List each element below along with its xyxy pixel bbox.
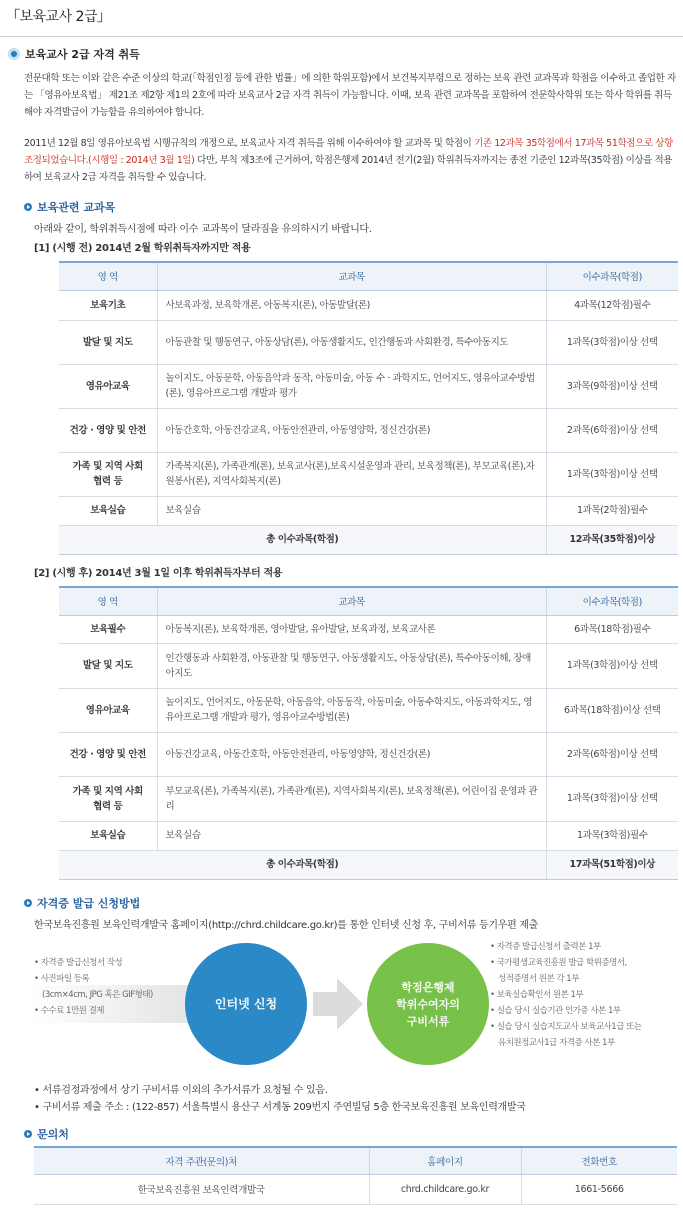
area-cell: 건강 · 영양 및 안전 [59, 732, 157, 776]
list-item: • 자격증 발급신청서 출력본 1부 [490, 942, 601, 952]
table-row [59, 364, 678, 408]
online-steps-list [34, 955, 153, 1019]
courses-cell: 아동건강교육, 아동간호학, 아동안전관리, 아동영양학, 정신건강(론) [157, 732, 546, 776]
online-application-circle: 인터넷 신청 [185, 943, 307, 1065]
list-item: • 보육실습확인서 원본 1부 [490, 990, 584, 1000]
table-row [59, 496, 678, 525]
table-row [59, 615, 678, 643]
open-bracket: 「 [6, 9, 20, 25]
paragraph-text: 다만, 부칙 제3조에 근거하여, 학점은행제 2014년 전기(2월) 학위취득자까지는 종전 기준인 12과목(35학점) 이상을 적용하여 보육교사 2급 자격을 취득할 수 있습니다. [24, 155, 673, 183]
application-intro: 한국보육진흥원 보육인력개발국 홈페이지(http://chrd.childcare.go.kr)를 통한 인터넷 신청 후, 구비서류 등기우편 제출 [34, 920, 539, 931]
credits-cell: 4과목(12학점)필수 [546, 290, 678, 320]
area-cell: 보육실습 [59, 821, 157, 850]
arrow-right-icon [313, 978, 363, 1030]
courses-cell: 보육실습 [157, 821, 546, 850]
list-item-text: 수수료 1만원 결제 [40, 1006, 105, 1016]
required-documents-list [490, 939, 642, 1051]
courses-cell: 아동관찰 및 행동연구, 아동상담(론), 아동생활지도, 인간행동과 사회환경, 특수아동지도 [157, 320, 546, 364]
credits-cell: 3과목(9학점)이상 선택 [546, 364, 678, 408]
col-header-courses: 교과목 [157, 587, 546, 615]
bullet-circle-icon [8, 48, 20, 60]
col-header-organization: 자격 주관(문의)처 [34, 1147, 369, 1174]
courses-cell: 놀이지도, 언어지도, 아동문학, 아동음악, 아동동작, 아동미술, 아동수학지도, 아동과학지도, 영유아프로그램 개발과 평가, 영유아교수방법(론) [157, 688, 546, 732]
bullet-arrow-icon [24, 1130, 32, 1138]
list-item-text: 국가평생교육진흥원 발급 학위증명서, [496, 958, 627, 968]
credits-cell: 1과목(3학점)이상 선택 [546, 643, 678, 688]
col-header-area: 영 역 [59, 587, 157, 615]
col-header-credits: 이수과목(학점) [546, 262, 678, 290]
area-cell: 발달 및 지도 [59, 643, 157, 688]
credits-cell: 1과목(3학점)이상 선택 [546, 452, 678, 496]
list-item-text: 보육실습확인서 원본 1부 [496, 990, 584, 1000]
col-header-homepage: 홈페이지 [369, 1147, 521, 1174]
courses-cell: 아동간호학, 아동건강교육, 아동안전관리, 아동영양학, 정신건강(론) [157, 408, 546, 452]
table-row [59, 320, 678, 364]
note-text: 서류검정과정에서 상기 구비서류 이외의 추가서류가 요청될 수 있음. [42, 1085, 328, 1096]
table-row [59, 821, 678, 850]
list-item: • 국가평생교육진흥원 발급 학위증명서, [490, 958, 627, 968]
documents-circle [367, 943, 489, 1065]
table1-caption: [1] (시행 전) 2014년 2월 학위취득자까지만 적용 [34, 243, 251, 254]
list-item-text: 자격증 발급신청서 작성 [40, 958, 123, 968]
application-heading [24, 895, 140, 911]
list-item-text: 실습 당시 실습기관 인가증 사본 1부 [496, 1006, 621, 1016]
highlight-text: 기존 12과목 35학점에서 17과목 51학점으로 상향조정되었습니다.(시행일 : 2014년 3월 1일) [24, 138, 673, 166]
course-table-after [59, 586, 678, 880]
credits-cell: 2과목(6학점)이상 선택 [546, 408, 678, 452]
section-heading-text: 보육교사 2급 자격 취득 [25, 48, 140, 61]
area-cell: 발달 및 지도 [59, 320, 157, 364]
application-process-diagram [30, 935, 680, 1075]
courses-heading-text: 보육관련 교과목 [37, 201, 116, 214]
total-label: 총 이수과목(학점) [59, 525, 546, 554]
area-cell: 보육실습 [59, 496, 157, 525]
contact-table [34, 1146, 677, 1205]
total-value: 17과목(51학점)이상 [546, 850, 678, 879]
list-item: • 사진파일 등록 [34, 974, 90, 984]
list-item-text: 사진파일 등록 [40, 974, 90, 984]
courses-cell: 놀이지도, 아동문학, 아동음악과 동작, 아동미술, 아동 수 · 과학지도, 언어지도, 영유아교수방법(론), 영유아프로그램 개발과 평가 [157, 364, 546, 408]
list-item: • 실습 당시 실습지도교사 보육교사1급 또는 [490, 1022, 642, 1032]
col-header-area: 영 역 [59, 262, 157, 290]
col-header-credits: 이수과목(학점) [546, 587, 678, 615]
courses-cell: 인간행동과 사회환경, 아동관찰 및 행동연구, 아동생활지도, 아동상담(론), 특수아동이해, 장애아지도 [157, 643, 546, 688]
courses-heading [24, 199, 115, 215]
page-title [6, 6, 110, 26]
application-heading-text: 자격증 발급 신청방법 [37, 897, 141, 910]
credits-cell: 6과목(18학점)이상 선택 [546, 688, 678, 732]
contact-heading-text: 문의처 [37, 1128, 69, 1141]
list-item: • 수수료 1만원 결제 [34, 1006, 105, 1016]
list-item [34, 987, 153, 1003]
course-table-before [59, 261, 678, 555]
table-row [59, 408, 678, 452]
table-row [34, 1174, 677, 1204]
total-value: 12과목(35학점)이상 [546, 525, 678, 554]
qualification-paragraph-2 [24, 135, 679, 186]
col-header-courses: 교과목 [157, 262, 546, 290]
table-row [59, 776, 678, 821]
close-bracket: 」 [96, 9, 111, 25]
circle-line: 학점은행제 [401, 980, 455, 994]
table-row [59, 452, 678, 496]
area-cell: 가족 및 지역 사회 협력 등 [59, 776, 157, 821]
table-row [59, 290, 678, 320]
area-cell: 영유아교육 [59, 688, 157, 732]
list-item [490, 971, 642, 987]
table-row [59, 732, 678, 776]
area-cell: 보육기초 [59, 290, 157, 320]
courses-cell: 보육실습 [157, 496, 546, 525]
credits-cell: 1과목(2학점)필수 [546, 496, 678, 525]
bullet-arrow-icon [24, 203, 32, 211]
total-label: 총 이수과목(학점) [59, 850, 546, 879]
contact-heading [24, 1126, 69, 1142]
list-item: • 실습 당시 실습기관 인가증 사본 1부 [490, 1006, 621, 1016]
circle-line: 구비서류 [406, 1014, 450, 1028]
area-cell: 건강 · 영양 및 안전 [59, 408, 157, 452]
paragraph-text: 2011년 12월 8일 영유아보육법 시행규칙의 개정으로, 보육교사 자격 취득을 위해 이수하여야 할 교과목 및 학점이 [24, 138, 475, 149]
courses-cell: 가족복지(론), 가족관계(론), 보육교사(론),보육시설운영과 관리, 보육정책(론), 부모교육(론),자원봉사(론), 지역사회복지(론) [157, 452, 546, 496]
courses-cell: 부모교육(론), 가족복지(론), 가족관계(론), 지역사회복지(론), 보육정책(론), 어린이집 운영과 관리 [157, 776, 546, 821]
credits-cell: 2과목(6학점)이상 선택 [546, 732, 678, 776]
total-row [59, 525, 678, 554]
table-row [59, 643, 678, 688]
list-item-text: 자격증 발급신청서 출력본 1부 [496, 942, 601, 952]
courses-intro: 아래와 같이, 학위취득시점에 따라 이수 교과목이 달라짐을 유의하시기 바랍니다. [34, 224, 372, 235]
credits-cell: 6과목(18학점)필수 [546, 615, 678, 643]
area-cell: 가족 및 지역 사회 협력 등 [59, 452, 157, 496]
title-divider [0, 36, 683, 37]
table2-caption: [2] (시행 후) 2014년 3월 1일 이후 학위취득자부터 적용 [34, 568, 283, 579]
credits-cell: 1과목(3학점)필수 [546, 821, 678, 850]
list-item: • 자격증 발급신청서 작성 [34, 958, 123, 968]
list-item-text: (3cm×4cm, JPG 혹은 GIF형태) [42, 990, 153, 1000]
courses-cell: 아동복지(론), 보육학개론, 영아발달, 유아발달, 보육과정, 보육교사론 [157, 615, 546, 643]
note-submission-address: • 구비서류 제출 주소 : (122-857) 서울특별시 용산구 서계동 209번지 주연빌딩 5층 한국보육진흥원 보육인력개발국 [34, 1102, 526, 1113]
bullet-arrow-icon [24, 899, 32, 907]
credits-cell: 1과목(3학점)이상 선택 [546, 320, 678, 364]
courses-cell: 사보육과정, 보육학개론, 아동복지(론), 아동발달(론) [157, 290, 546, 320]
qualification-paragraph-1: 전문대학 또는 이와 같은 수준 이상의 학교(「학점인정 등에 관한 법률」에 의한 학위포함)에서 보건복지부령으로 정하는 보육 관련 교과목과 학점을 이수하고 졸업한 자는 「영유아보육법」 제21조 제2항 제1의 2호에 따라 보육교사 2급 자격 취득이 가능합니다. 이때, 보육 관련 교과목을 포함하여 전문학사학위 또는 학사 학위를 취득해야 자격발급이 가능함을 유의하여야 합니다. [24, 73, 676, 118]
credits-cell: 1과목(3학점)이상 선택 [546, 776, 678, 821]
organization-cell: 한국보육진흥원 보육인력개발국 [34, 1174, 369, 1204]
area-cell: 보육필수 [59, 615, 157, 643]
phone-cell: 1661-5666 [521, 1174, 677, 1204]
total-row [59, 850, 678, 879]
area-cell: 영유아교육 [59, 364, 157, 408]
list-item-text: 성적증명서 원본 각 1부 [498, 974, 579, 984]
note-text: 구비서류 제출 주소 : (122-857) 서울특별시 용산구 서계동 209번지 주연빌딩 5층 한국보육진흥원 보육인력개발국 [42, 1102, 526, 1113]
list-item [490, 1035, 642, 1051]
page-title-text: 보육교사 2급 [19, 9, 97, 25]
note-extra-documents: • 서류검정과정에서 상기 구비서류 이외의 추가서류가 요청될 수 있음. [34, 1085, 328, 1096]
homepage-link[interactable]: chrd.childcare.go.kr [369, 1174, 521, 1204]
list-item-text: 유치원정교사1급 자격증 사본 1부 [498, 1038, 615, 1048]
list-item-text: 실습 당시 실습지도교사 보육교사1급 또는 [496, 1022, 642, 1032]
table-row [59, 688, 678, 732]
circle-line: 학위수여자의 [396, 997, 460, 1011]
section-qualification-heading [8, 46, 140, 62]
col-header-phone: 전화번호 [521, 1147, 677, 1174]
